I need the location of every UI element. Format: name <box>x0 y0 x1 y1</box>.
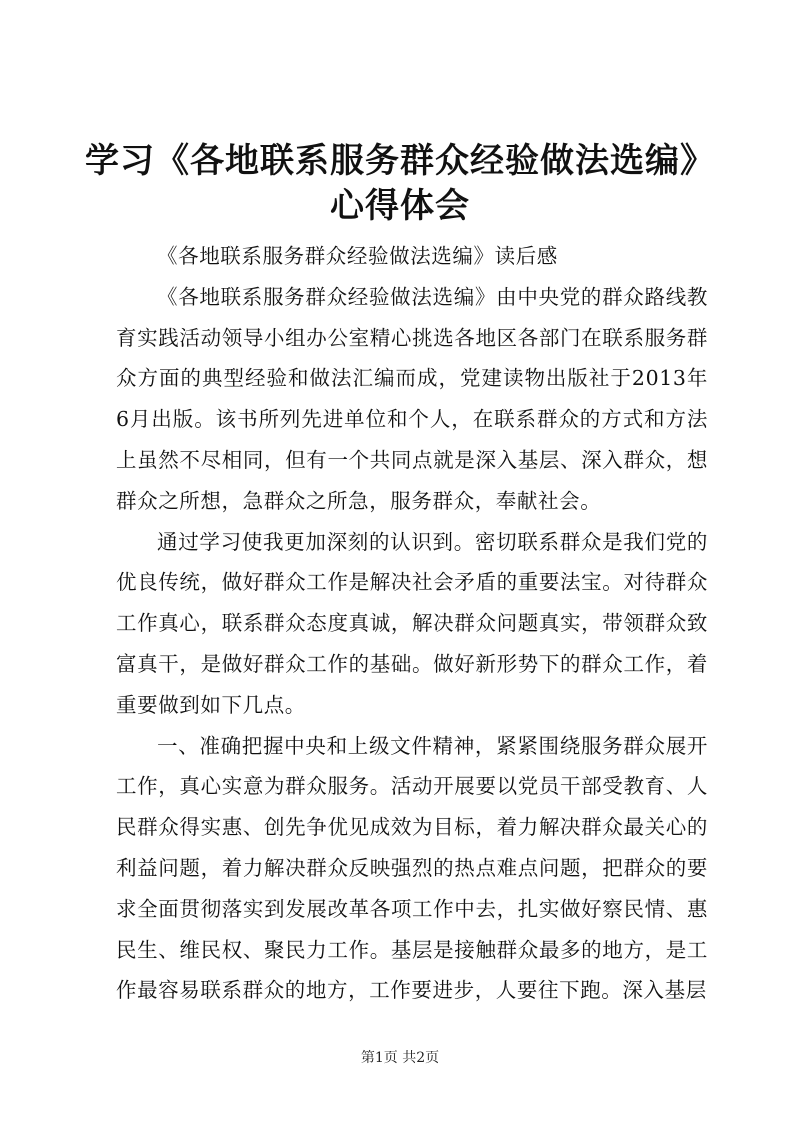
paragraph-point-one: 一、准确把握中央和上级文件精神，紧紧围绕服务群众展开工作，真心实意为群众服务。活动开展要以党员干部受教育、人民群众得实惠、创先争优见成效为目标，着力解决群众最关心的利益问题，着力解决群众反映强烈的热点难点问题，把群众的要求全面贯彻落实到发展改革各项工作中去，扎实做好察民情、惠民生、维民权、聚民力工作。基层是接触群众最多的地方，是工作最容易联系群众的地方，工作要进步，人要往下跑。深入基层 <box>116 733 708 1003</box>
paragraph-understanding: 通过学习使我更加深刻的认识到。密切联系群众是我们党的优良传统，做好群众工作是解决社会矛盾的重要法宝。对待群众工作真心，联系群众态度真诚，解决群众问题真实，带领群众致富真干，是做好群众工作的基础。做好新形势下的群众工作，着重要做到如下几点。 <box>116 529 708 717</box>
paragraph-intro: 《各地联系服务群众经验做法选编》由中央党的群众路线教育实践活动领导小组办公室精心挑选各地区各部门在联系服务群众方面的典型经验和做法汇编而成，党建读物出版社于2013年6月出版。该书所列先进单位和个人，在联系群众的方式和方法上虽然不尽相同，但有一个共同点就是深入基层、深入群众，想群众之所想，急群众之所急，服务群众，奉献社会。 <box>116 284 708 513</box>
paragraph-subtitle: 《各地联系服务群众经验做法选编》读后感 <box>157 244 558 268</box>
document-title: 学习《各地联系服务群众经验做法选编》心得体会 <box>85 141 715 226</box>
page-footer: 第1页 共2页 <box>360 1050 440 1066</box>
document-body <box>116 236 708 1011</box>
